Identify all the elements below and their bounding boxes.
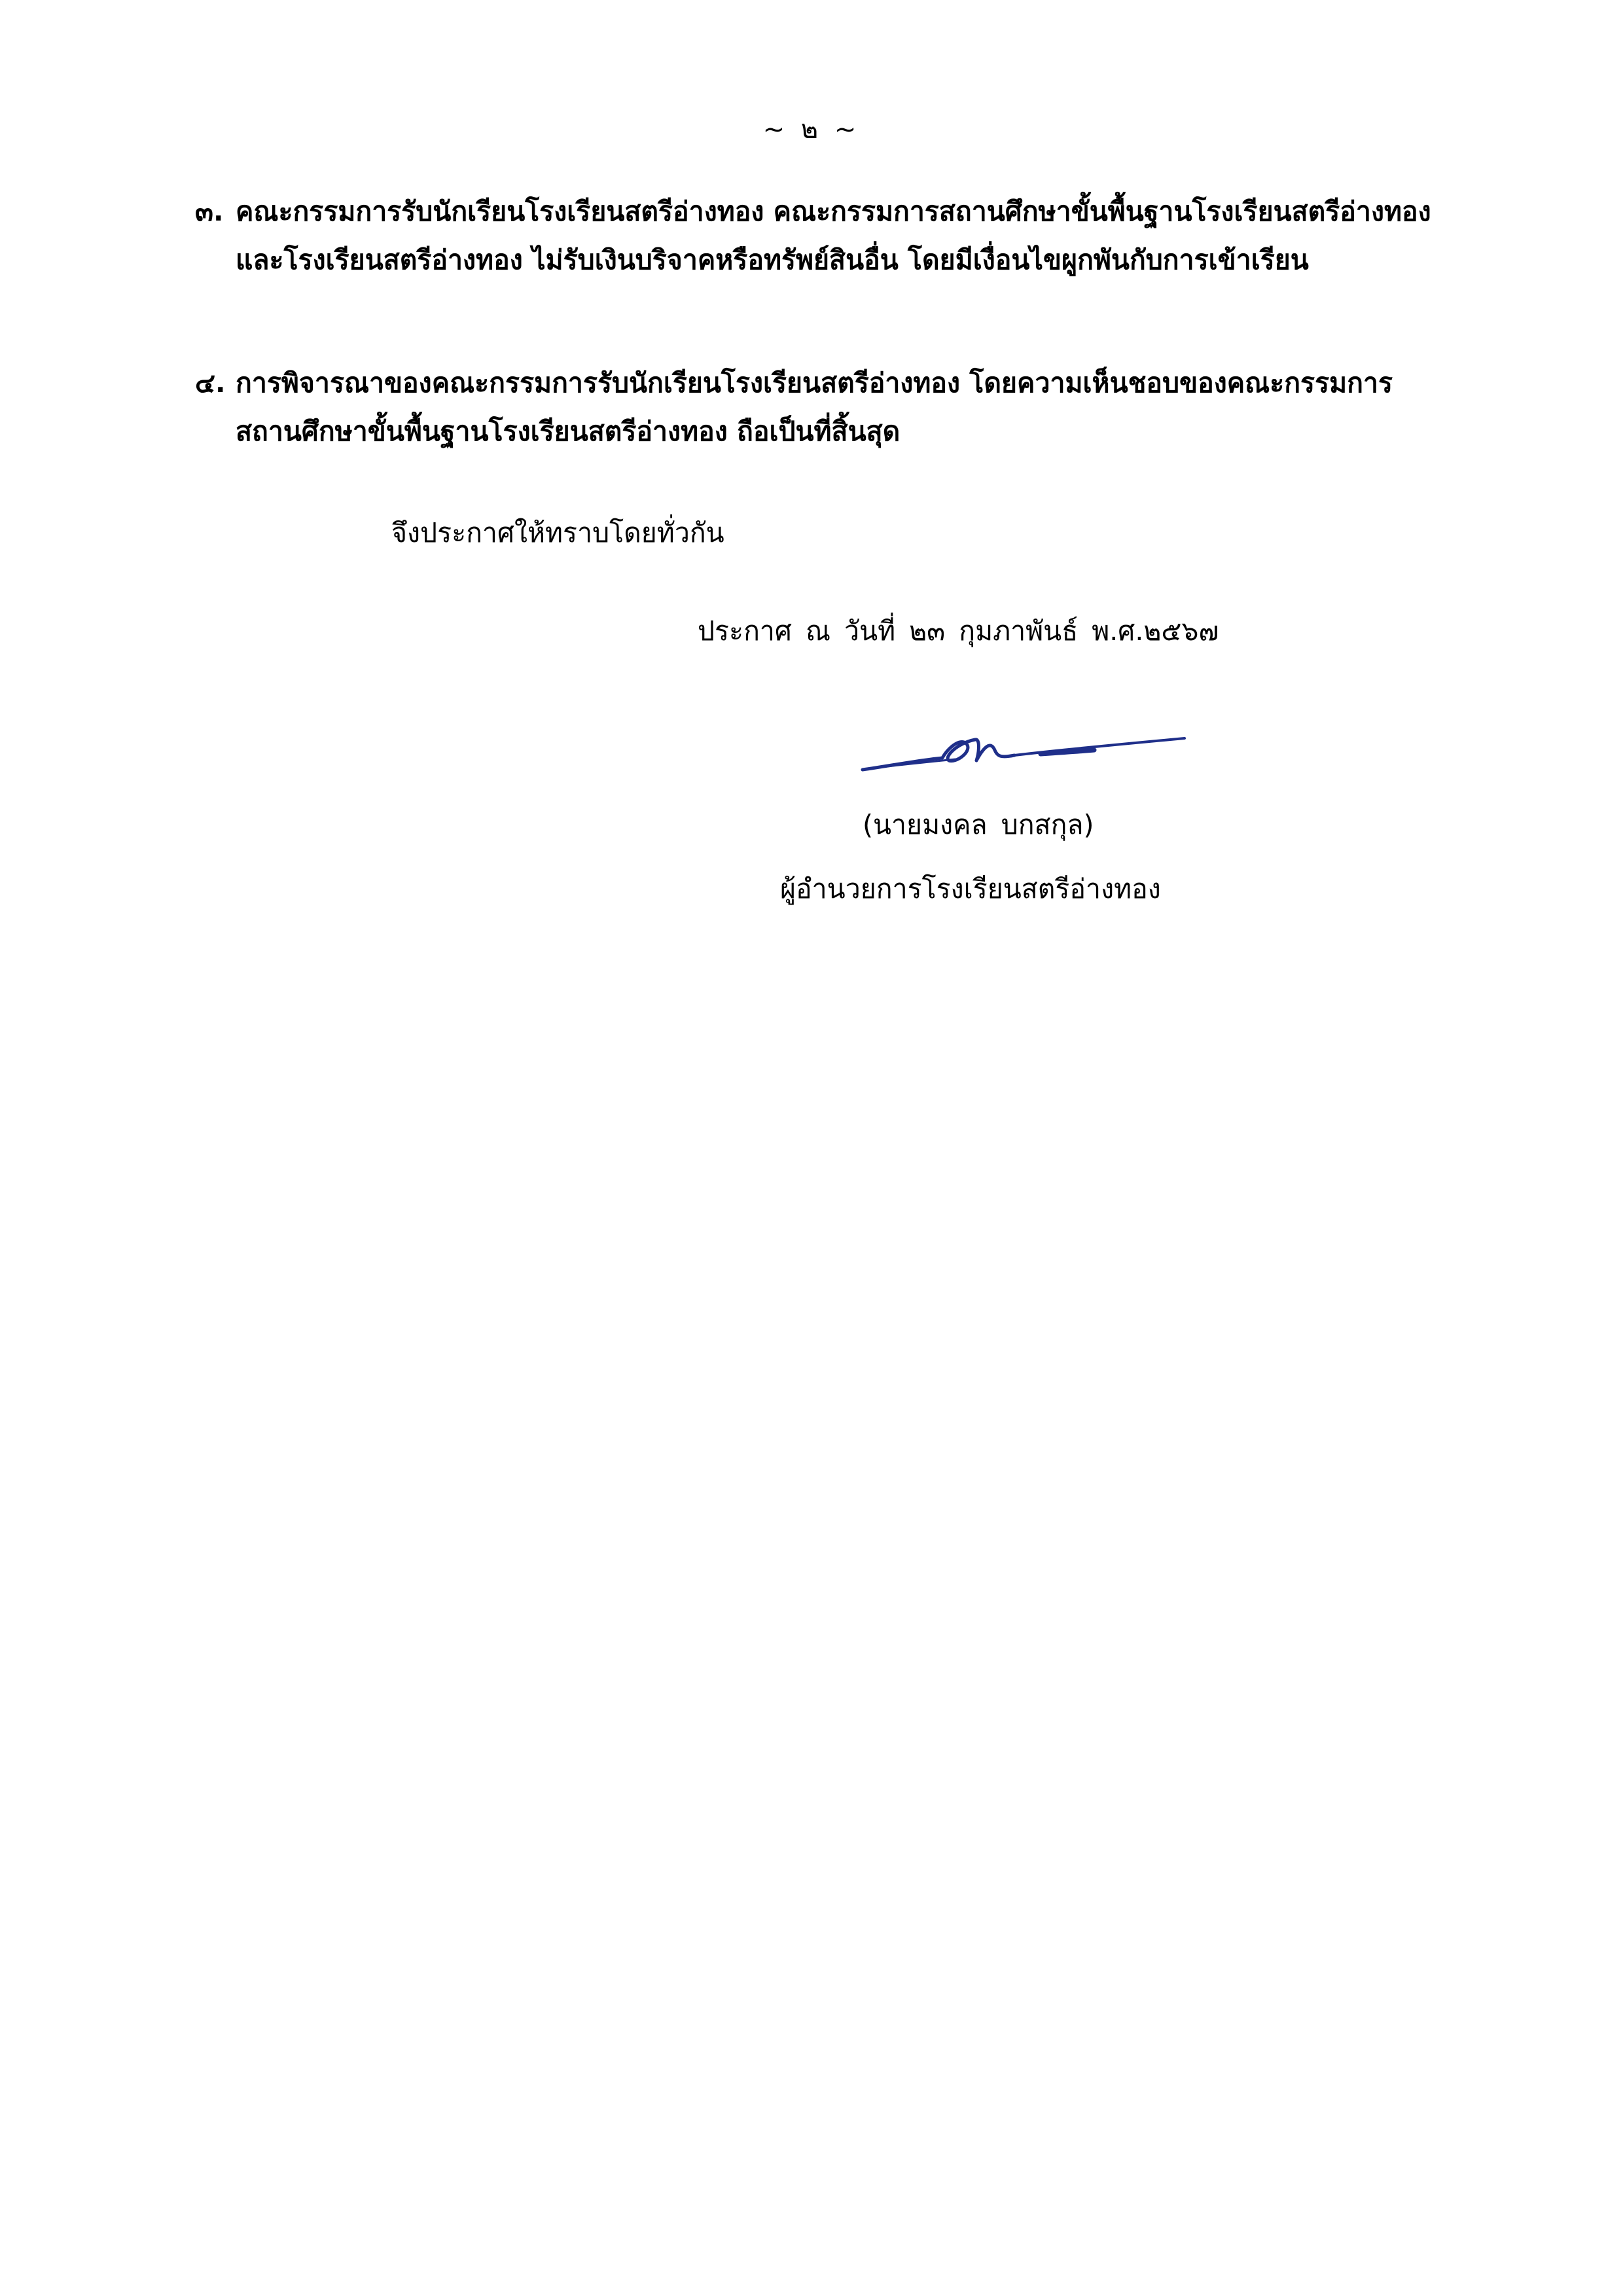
item-number: ๓. — [195, 196, 224, 227]
item-text: คณะกรรมการรับนักเรียนโรงเรียนสตรีอ่างทอง คณะกรรมการสถานศึกษาขั้นพื้นฐานโรงเรียนสตรีอ่างทองและโรงเรียนสตรีอ่างทอง ไม่รับเงินบริจาคหรือทรัพย์สินอื่น โดยมีเงื่อนไขผูกพันกับการเข้าเรียน — [236, 196, 1431, 276]
list-item-3 — [195, 187, 1438, 284]
signature-stroke — [863, 740, 1014, 770]
handwritten-signature — [851, 720, 1191, 785]
signer-title: ผู้อำนวยการโรงเรียนสตรีอ่างทอง — [780, 873, 1161, 905]
closing-statement: จึงประกาศให้ทราบโดยทั่วกัน — [391, 517, 724, 548]
signer-name: (นายมงคล บกสกุล) — [863, 809, 1094, 840]
item-text: การพิจารณาของคณะกรรมการรับนักเรียนโรงเรียนสตรีอ่างทอง โดยความเห็นชอบของคณะกรรมการสถานศึกษาขั้นพื้นฐานโรงเรียนสตรีอ่างทอง ถือเป็นที่สิ้นสุด — [236, 367, 1393, 447]
list-item-4 — [195, 359, 1438, 456]
item-number: ๔. — [195, 367, 226, 399]
announcement-date: ประกาศ ณ วันที่ ๒๓ กุมภาพันธ์ พ.ศ.๒๕๖๗ — [698, 615, 1219, 647]
page-number: ~ ๒ ~ — [762, 115, 861, 145]
